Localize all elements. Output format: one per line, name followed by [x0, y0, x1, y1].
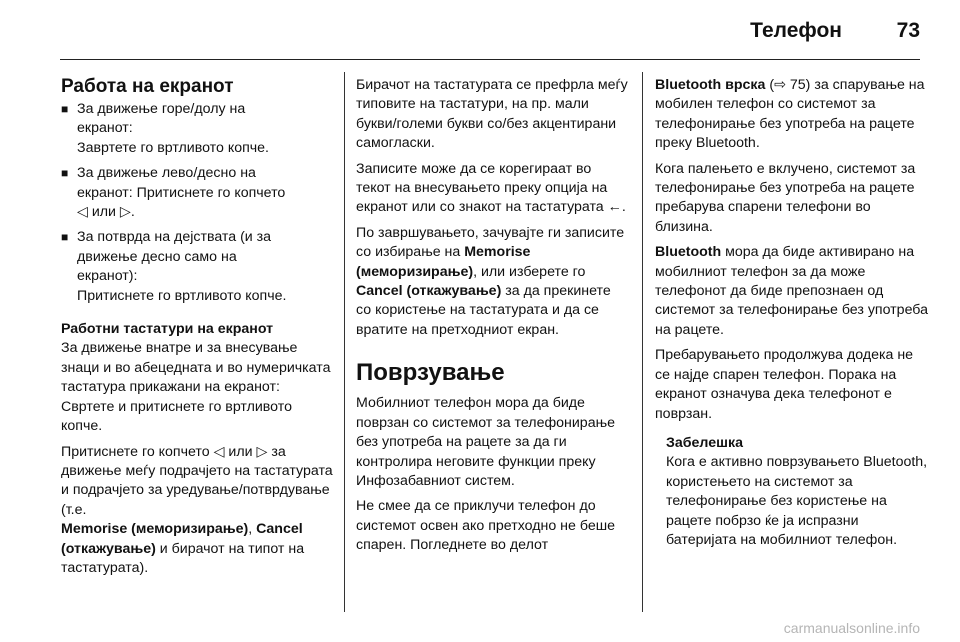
column-divider-1	[344, 72, 345, 612]
bluetooth-link-reference: Bluetooth врска	[655, 77, 766, 93]
paragraph: Пребарувањето продолжува додека не се најде спарен телефон. Порака на екранот означува дека телефонот е поврзан.	[655, 347, 914, 422]
note-text: Кога е активно поврзувањето Bluetooth, користењето на системот за телефонирање без користење на рацете побрзо ќе ја испразни батеријата на мобилниот телефон.	[666, 454, 928, 548]
paragraph: Бирачот на тастатурата се префрла меѓу типовите на тастатури, на пр. мали букви/големи букви со/без акцентирани самогласки.	[356, 77, 628, 152]
watermark: carmanualsonline.info	[783, 620, 920, 636]
paragraph: За движење внатре и за внесување знаци и во абецедната и во нумеричката тастатура прикажани на екранот: Свртете и притиснете го вртливото копче.	[61, 340, 331, 435]
paragraph: Bluetooth мора да биде активирано на мобилниот телефон за да може телефонот да биде препознаен од системот за телефонирање без употреба на рацете.	[655, 244, 928, 338]
paragraph: Не смее да се приклучи телефон до системот освен ако претходно не беше спарен. Погледнете во делот	[356, 498, 615, 554]
paragraph: Мобилниот телефон мора да биде поврзан со системот за телефонирање без употреба на рацете за да ги контролира неговите функции преку Инфозабавниот систем.	[356, 395, 615, 489]
header-rule	[60, 59, 920, 60]
note-title: Забелешка	[666, 434, 743, 451]
page-number: 73	[896, 19, 920, 42]
page-header	[0, 0, 960, 60]
paragraph: Записите може да се корегираат во текот на внесувањето преку опција на екранот или со знакот на тастатурата ←.	[356, 160, 626, 216]
paragraph: Bluetooth врска (⇨ 75) за спарување на мобилен телефон со системот за телефонирање без употреба на рацете преку Bluetooth.	[655, 77, 925, 152]
bullet-list	[61, 100, 335, 306]
paragraph: Кога палењето е вклучено, системот за телефонирање без употреба на рацете пребарува спарени телефони во близина.	[655, 160, 916, 235]
header-title: Телефон	[750, 19, 842, 42]
column-2	[356, 76, 628, 562]
paragraph: Притиснете го копчето ◁ или ▷ за движење меѓу подрачјето на тастатурата и подрачјето за уредување/потврдување (т.е. Memorise (меморизирање), Cancel (откажување) и бирачот на типот на тастатурата).	[61, 443, 333, 576]
list-item: ■ За потврда на дејствата (и за движење десно само на екранот): Притиснете го вртливото копче.	[61, 228, 335, 306]
column-divider-2	[642, 72, 643, 612]
list-item: ■ За движење горе/долу на екранот: Завртете го вртливото копче.	[61, 100, 335, 158]
section-title-screen-operation: Работа на екранот	[61, 76, 234, 97]
list-item: ■ За движење лево/десно на екранот: Притиснете го копчето ◁ или ▷.	[61, 164, 335, 222]
note-box	[655, 434, 930, 550]
column-3	[655, 76, 930, 556]
paragraph: По завршувањето, зачувајте ги записите со избирање на Memorise (меморизирање), или изберете го Cancel (откажување) за да прекинете со користење на тастатурата и да се вратите на претходниот екран.	[356, 224, 625, 338]
column-1	[61, 76, 335, 584]
subheading-keyboards: Работни тастатури на екранот	[61, 321, 274, 338]
section-title-connecting: Поврзување	[356, 359, 505, 387]
